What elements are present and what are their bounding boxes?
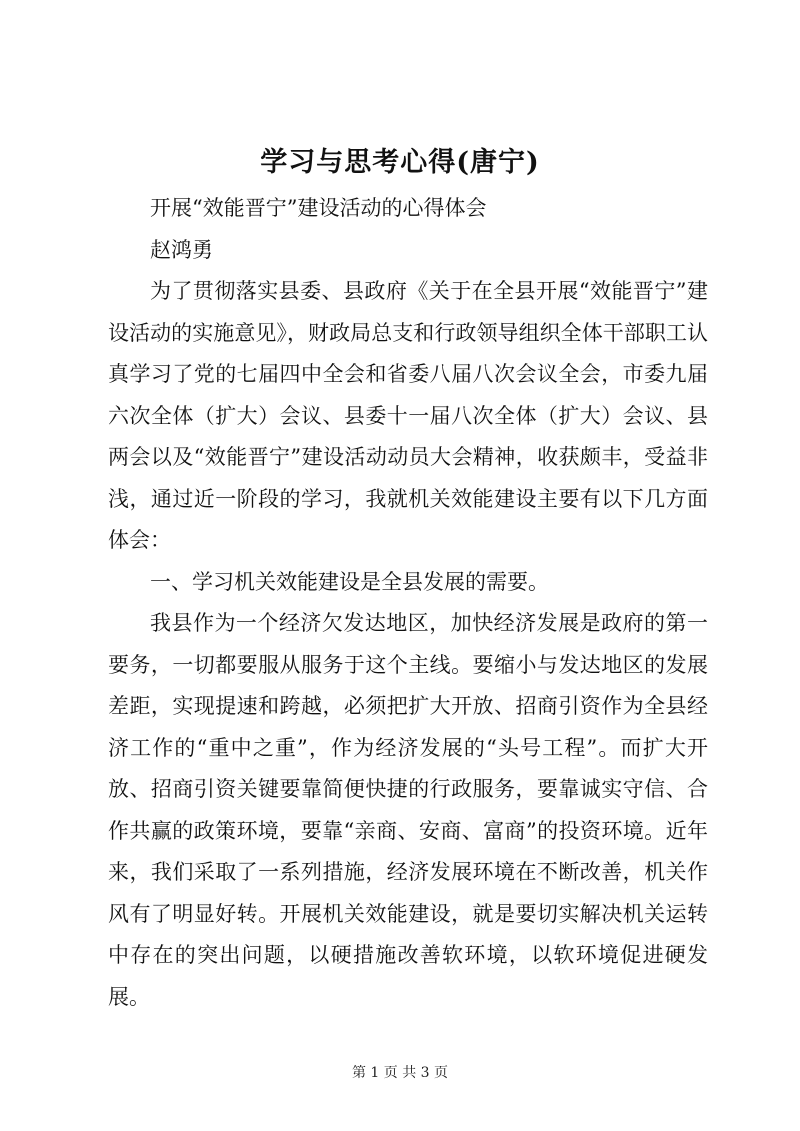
document-title: 学习与思考心得(唐宁) — [260, 147, 540, 178]
author-paragraph: 赵鸿勇 — [150, 237, 213, 262]
document-body — [108, 188, 708, 1018]
body-paragraph-section-one: 我县作为一个经济欠发达地区，加快经济发展是政府的第一要务，一切都要服从服务于这个主线。要缩小与发达地区的发展差距，实现提速和跨越，必须把扩大开放、招商引资作为全县经济工作的“重中之重”，作为经济发展的“头号工程”。而扩大开放、招商引资关键要靠简便快捷的行政服务，要靠诚实守信、合作共赢的政策环境，要靠“亲商、安商、富商”的投资环境。近年来，我们采取了一系列措施，经济发展环境在不断改善，机关作风有了明显好转。开展机关效能建设，就是要切实解决机关运转中存在的突出问题，以硬措施改善软环境，以软环境促进硬发展。 — [108, 611, 708, 1009]
body-paragraph-intro: 为了贯彻落实县委、县政府《关于在全县开展“效能晋宁”建设活动的实施意见》，财政局总支和行政领导组织全体干部职工认真学习了党的七届四中全会和省委八届八次会议全会，市委九届六次全体（扩大）会议、县委十一届八次全体（扩大）会议、县两会以及“效能晋宁”建设活动动员大会精神，收获颇丰，受益非浅，通过近一阶段的学习，我就机关效能建设主要有以下几方面体会： — [108, 279, 708, 552]
subtitle-paragraph: 开展“效能晋宁”建设活动的心得体会 — [150, 196, 487, 220]
page-footer: 第 1 页 共 3 页 — [351, 1065, 449, 1081]
section-heading-paragraph: 一、学习机关效能建设是全县发展的需要。 — [150, 569, 549, 594]
